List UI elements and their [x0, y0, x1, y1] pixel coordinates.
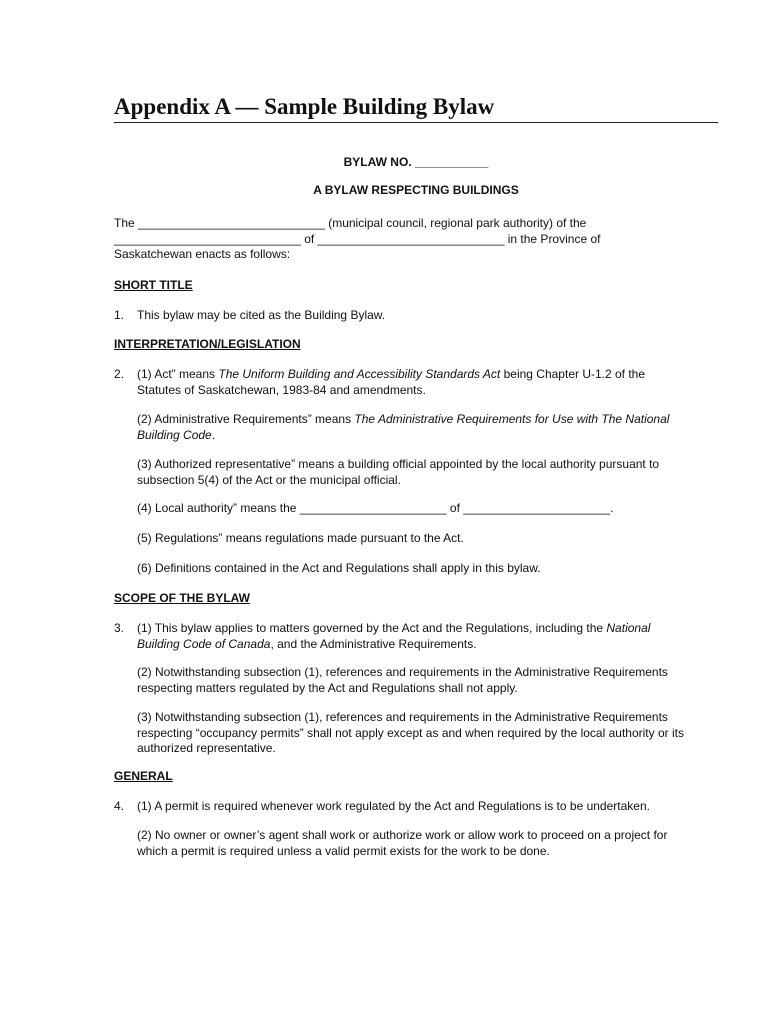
section-4-2: (2) No owner or owner’s agent shall work or authorize work or allow work to proceed on a project for which a permit is required unless a valid permit exists for the work to be done. [137, 828, 668, 858]
requirements-title: The Administrative Requirements for Use with The National [354, 412, 670, 426]
page-title: Appendix A — Sample Building Bylaw [114, 92, 718, 123]
act-title: The Uniform Building and Accessibility Standards Act [218, 367, 501, 381]
heading-scope: SCOPE OF THE BYLAW [114, 591, 251, 605]
heading-short-title: SHORT TITLE [114, 278, 193, 292]
section-text: This bylaw may be cited as the Building Bylaw. [137, 308, 386, 322]
heading-general: GENERAL [114, 769, 173, 783]
bylaw-subtitle: A BYLAW RESPECTING BUILDINGS [313, 183, 519, 197]
section-2-5: (5) Regulations” means regulations made pursuant to the Act. [137, 531, 464, 545]
section-text: (1) A permit is required whenever work regulated by the Act and Regulations is to be undertaken. [137, 799, 650, 813]
section-2-6: (6) Definitions contained in the Act and Regulations shall apply in this bylaw. [137, 561, 541, 575]
preamble [114, 216, 714, 263]
heading-interpretation: INTERPRETATION/LEGISLATION [114, 337, 301, 351]
preamble-line-2: ____________________________ of ____________________________ in the Province of [114, 231, 601, 246]
code-title: Building Code of Canada [137, 636, 271, 651]
section-number: 1. [114, 308, 125, 322]
section-2-4: (4) Local authority” means the ______________________ of ______________________. [137, 501, 614, 515]
section-3-3: (3) Notwithstanding subsection (1), references and requirements in the Administrative Requirements respecting “occupancy permits” shall not apply except as and when required by the local authority or its authorized representative. [137, 710, 684, 755]
section-number: 2. [114, 367, 125, 381]
section-number: 4. [114, 799, 125, 813]
section-text: (1) This bylaw applies to matters governed by the Act and the Regulations, including the National Building Code of Canada, and the Administrative Requirements. [137, 621, 651, 651]
preamble-line-3: Saskatchewan enacts as follows: [114, 247, 291, 261]
bylaw-number: BYLAW NO. ___________ [343, 155, 489, 169]
section-2-3: (3) Authorized representative” means a building official appointed by the local authority pursuant to subsection 5(4) of the Act or the municipal official. [137, 457, 660, 487]
section-2-2: (2) Administrative Requirements” means The Administrative Requirements for Use with The National Building Code. [137, 412, 670, 442]
section-3-2: (2) Notwithstanding subsection (1), references and requirements in the Administrative Requirements respecting matters regulated by the Act and Regulations shall not apply. [137, 665, 668, 695]
preamble-line-1: The ____________________________ (municipal council, regional park authority) of the [114, 216, 587, 230]
section-number: 3. [114, 621, 125, 635]
section-text: (1) Act” means The Uniform Building and Accessibility Standards Act being Chapter U-1.2 of the Statutes of Saskatchewan, 1983-84 and amendments. [137, 367, 646, 397]
